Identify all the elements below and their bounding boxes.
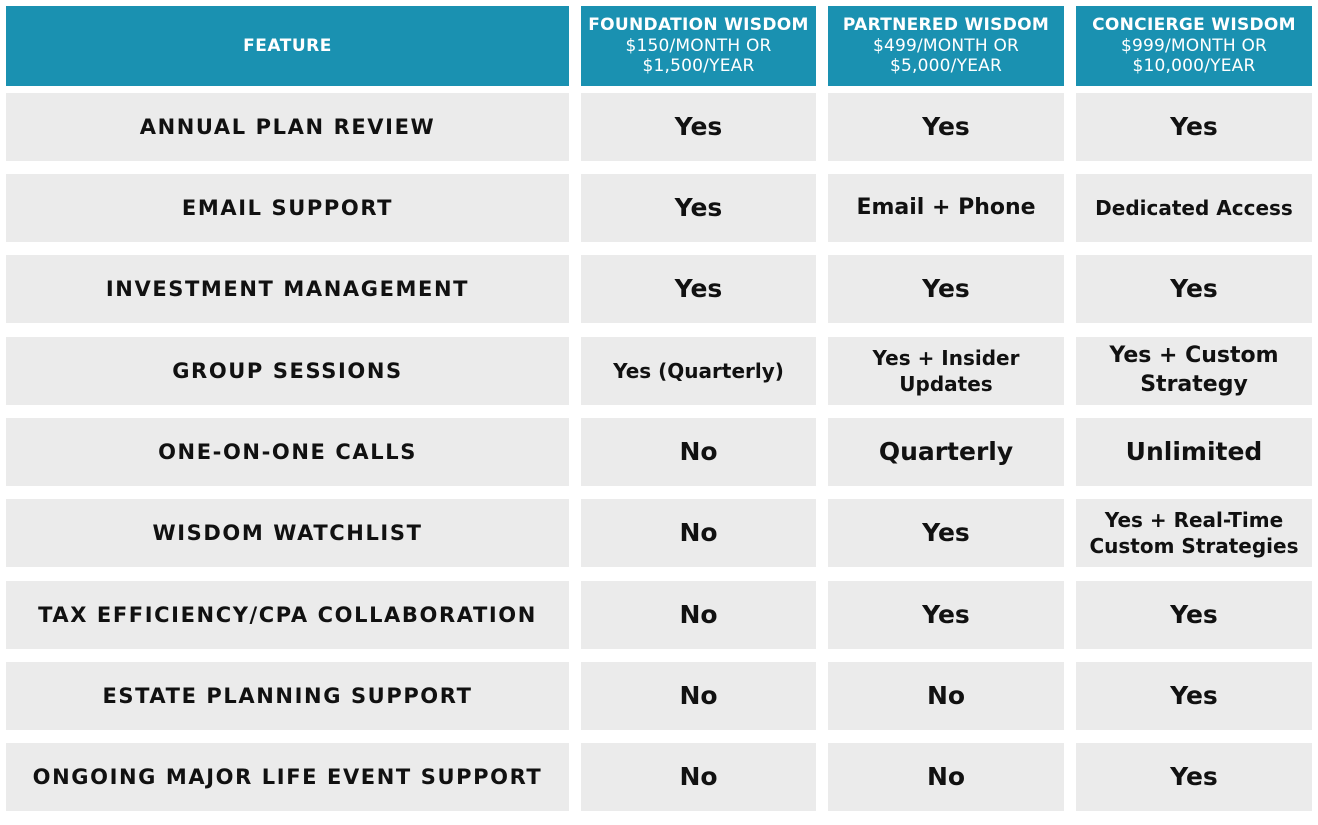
tier-header-concierge [1076,6,1312,86]
partnered-value-cell [828,418,1064,486]
partnered-value-cell [828,337,1064,405]
tier-price: $499/MONTH OR [872,35,1020,56]
feature-cell [6,255,569,323]
tier-price: $150/MONTH OR [625,35,772,56]
cell-value: Unlimited [1125,436,1263,466]
cell-value: Yes + Insider Updates [872,346,1020,396]
foundation-value-cell [581,743,816,811]
tier-header-partnered [828,6,1064,86]
cell-value: Yes [922,273,970,303]
partnered-value-cell [828,581,1064,649]
concierge-value-cell [1076,499,1312,567]
feature-label: ESTATE PLANNING SUPPORT [102,684,473,708]
tier-price: $5,000/YEAR [890,56,1002,77]
cell-value: Yes [1170,273,1218,303]
cell-value: Yes [1170,599,1218,629]
cell-value: Yes [674,192,723,222]
cell-value: Yes + Real-Time Custom Strategies [1089,508,1299,558]
foundation-value-cell [581,337,816,405]
cell-value: Yes [674,273,723,303]
cell-value: Yes [1170,680,1218,710]
partnered-value-cell [828,93,1064,161]
partnered-value-cell [828,743,1064,811]
cell-value: Yes [1170,111,1218,141]
partnered-value-cell [828,499,1064,567]
feature-label: GROUP SESSIONS [172,359,403,383]
concierge-value-cell [1076,581,1312,649]
tier-header-foundation [581,6,816,86]
cell-value: Yes [922,517,970,547]
feature-cell [6,499,569,567]
feature-label: ONE-ON-ONE CALLS [158,440,417,464]
foundation-value-cell [581,662,816,730]
foundation-value-cell [581,255,816,323]
cell-value: Yes (Quarterly) [613,359,784,383]
tier-price: $999/MONTH OR [1120,35,1268,56]
foundation-value-cell [581,418,816,486]
foundation-value-cell [581,499,816,567]
cell-value: Quarterly [878,436,1014,466]
cell-value: No [679,599,718,629]
cell-value: No [926,680,966,710]
concierge-value-cell [1076,93,1312,161]
cell-value: No [679,680,718,710]
tier-price: $1,500/YEAR [642,56,755,77]
cell-value: No [679,436,718,466]
feature-cell [6,662,569,730]
concierge-value-cell [1076,255,1312,323]
feature-label: INVESTMENT MANAGEMENT [105,277,470,301]
cell-value: Dedicated Access [1095,196,1293,220]
partnered-value-cell [828,662,1064,730]
feature-cell [6,743,569,811]
cell-value: No [679,517,718,547]
cell-value: No [926,761,966,791]
feature-label: TAX EFFICIENCY/CPA COLLABORATION [38,603,537,627]
feature-label: ONGOING MAJOR LIFE EVENT SUPPORT [32,765,543,789]
foundation-value-cell [581,93,816,161]
feature-header-label: FEATURE [243,35,332,56]
feature-label: ANNUAL PLAN REVIEW [139,115,436,139]
tier-name: CONCIERGE WISDOM [1092,14,1296,35]
feature-cell [6,581,569,649]
feature-column-header [6,6,569,86]
tier-name: PARTNERED WISDOM [842,14,1050,35]
feature-cell [6,418,569,486]
feature-cell [6,337,569,405]
cell-value: Yes [922,599,970,629]
foundation-value-cell [581,174,816,242]
partnered-value-cell [828,174,1064,242]
feature-cell [6,93,569,161]
partnered-value-cell [828,255,1064,323]
feature-label: WISDOM WATCHLIST [152,521,423,545]
cell-value: No [679,761,718,791]
foundation-value-cell [581,581,816,649]
tier-price: $10,000/YEAR [1132,56,1256,77]
feature-label: EMAIL SUPPORT [181,196,394,220]
cell-value: Email + Phone [856,194,1036,220]
concierge-value-cell [1076,662,1312,730]
cell-value: Yes [922,111,970,141]
cell-value: Yes [674,111,723,141]
concierge-value-cell [1076,337,1312,405]
feature-cell [6,174,569,242]
concierge-value-cell [1076,174,1312,242]
cell-value: Yes [1170,761,1218,791]
concierge-value-cell [1076,743,1312,811]
cell-value: Yes + Custom Strategy [1109,343,1279,397]
concierge-value-cell [1076,418,1312,486]
tier-name: FOUNDATION WISDOM [588,14,809,35]
